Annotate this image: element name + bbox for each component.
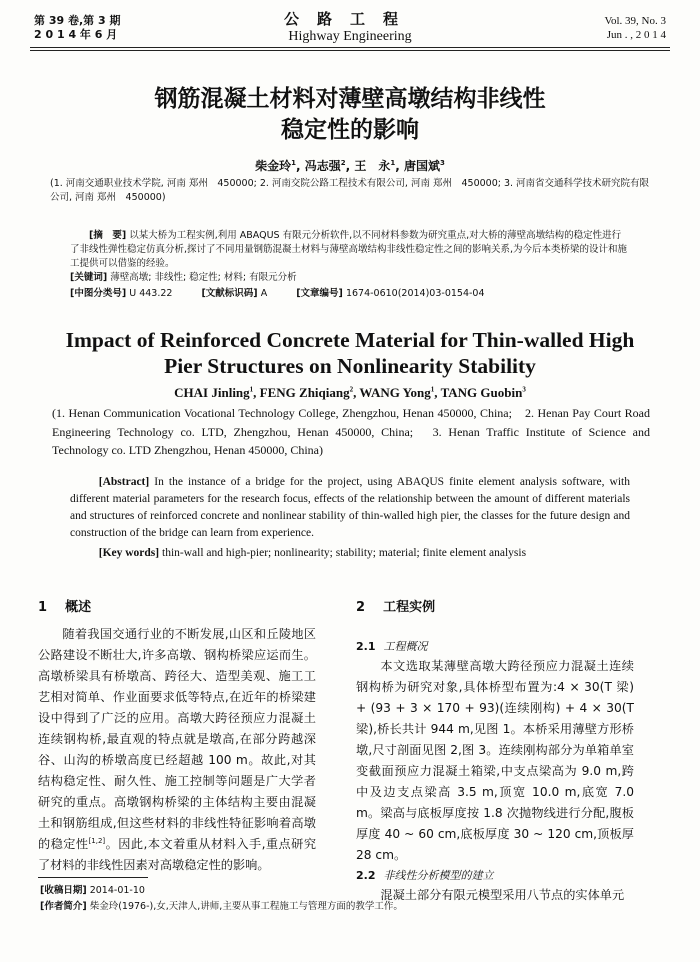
doc-code [201, 288, 267, 299]
header-volume-en [604, 14, 666, 42]
abstract-en-label: [Abstract] [98, 476, 150, 488]
volume-issue-cn: 第 39 卷,第 3 期 [34, 14, 121, 27]
keywords-en [70, 547, 630, 559]
article-no-label: [文章编号] [296, 288, 343, 299]
abstract-cn-text: 以某大桥为工程实例,利用 ABAQUS 有限元分析软件,以不同材料参数为研究重点,对大桥的薄壁高墩结构的稳定性进行了非线性弹性稳定仿真分析,探讨了不同用量钢筋混凝土材料与薄壁高墩结构非线性稳定性之间的影响关系,为今后本类桥梁的设计和施工提供可以借鉴的经验。 [70, 230, 628, 269]
author-affil-sup: 1 [249, 385, 254, 394]
author-cn: 王 永 [354, 159, 391, 173]
doc-code-label: [文献标识码] [201, 288, 258, 299]
subsection-2-2-heading [356, 866, 634, 885]
author-cn: 冯志强 [304, 159, 341, 173]
article-number [296, 288, 484, 299]
affiliations-cn: (1. 河南交通职业技术学院, 河南 郑州 450000; 2. 河南交院公路工程技术有限公司, 河南 郑州 450000; 3. 河南省交通科学技术研究院有限公司, 河南 郑州 450000) [50, 178, 650, 203]
keywords-en-text: thin-wall and high-pier; nonlinearity; stability; material; finite element analysis [162, 547, 527, 559]
author-en: CHAI Jinling [174, 385, 250, 400]
volume-issue-en: Vol. 39, No. 3 [604, 15, 666, 27]
author-affil-sup: 3 [522, 385, 526, 394]
subsection-number: 2.2 [356, 869, 376, 882]
journal-name-cn: 公路工程 [283, 10, 416, 28]
abstract-en [70, 474, 630, 542]
clc-code [70, 288, 172, 299]
section-1-paragraph [38, 624, 316, 876]
doc-code-value: A [260, 288, 268, 299]
received-date: 2014-01-10 [89, 885, 145, 896]
subsection-2-1-paragraph: 本文选取某薄壁高墩大跨径预应力混凝土连续钢构桥为研究对象,具体桥型布置为:4 × 30(T 梁) + (93 + 3 × 170 + 93)(连续刚构) + 4 × 30(T 梁),桥长共计 944 m,见图 1。本桥采用薄壁方形桥墩,尺寸剖面见图 2,图 3。连续刚构部分为单箱单室变截面预应力混凝土箱梁,中支点梁高为 9.0 m,跨中及边支点梁高 3.5 m,顶宽 10.0 m,底宽 7.0 m。梁高与底板厚度按 1.8 次抛物线进行分配,腹板厚度 40 ~ 60 cm,底板厚度 30 ~ 120 cm,顶板厚 28 cm。 [356, 659, 634, 862]
abstract-en-text: In the instance of a bridge for the project, using ABAQUS finite element analysis software, with different material parameters for the research focus, effects of the relationship between the amount of different materials and structures of reinforced concrete and nonlinear stability of thin-walled high pier, the classes for the future design and construction of the bridge can learn from experience. [70, 476, 630, 539]
subsection-title: 非线性分析模型的建立 [383, 869, 494, 882]
footnote-rule [38, 877, 148, 878]
author-affil-sup: 3 [440, 159, 445, 167]
affiliations-en: (1. Henan Communication Vocational Technology College, Zhengzhou, Henan 450000, China; 2. Henan Pay Court Road Engineering Technology co. LTD, Zhengzhou, Henan 450000, China; 3. Henan Traffic Institute of Science and Technology co. LTD Zhengzhou, Henan 450000, China) [52, 406, 650, 457]
keywords-en-label: [Key words] [98, 547, 160, 559]
title-en-line2: Pier Structures on Nonlinearity Stability [164, 354, 536, 378]
date-en: Jun . , 2 0 1 4 [606, 29, 666, 41]
section-1-heading [38, 596, 91, 615]
clc-label: [中图分类号] [70, 288, 127, 299]
journal-name-en: Highway Engineering [288, 29, 412, 44]
classification-line [70, 287, 630, 301]
author-en: WANG Yong [359, 385, 431, 400]
abstract-cn-label: [摘 要] [89, 230, 127, 241]
received-label: [收稿日期] [40, 885, 87, 896]
author-affil-sup: 2 [349, 385, 354, 394]
authors-en: CHAI Jinling$^1$, FENG Zhiqiang$^2$, WANG Yong$^1$, TANG Guobin$^3$ [174, 385, 526, 400]
clc-value: U 443.22 [129, 288, 173, 299]
author-affil-sup: 1 [430, 385, 435, 394]
journal-name [200, 10, 500, 46]
citation: [1,2] [88, 836, 106, 845]
author-cn: 唐国斌 [404, 159, 441, 173]
author-bio: 柴金玲(1976-),女,天津人,讲师,主要从事工程施工与管理方面的教学工作。 [89, 901, 403, 912]
paragraph-text: 。因此,本文着重从材料入手,重点研究了材料的非线性因素对高墩稳定性的影响。 [38, 837, 317, 872]
article-no-value: 1674-0610(2014)03-0154-04 [345, 288, 485, 299]
date-cn: 2 0 1 4 年 6 月 [34, 28, 118, 41]
author-cn: 柴金玲 [255, 159, 292, 173]
body-column-right [356, 637, 634, 906]
authors-cn: 柴金玲$^1$, 冯志强$^2$, 王 永$^1$, 唐国斌$^3$ [255, 159, 445, 173]
header-rule-thick [30, 47, 670, 48]
subsection-2-2-paragraph: 混凝土部分有限元模型采用八节点的实体单元 [380, 888, 625, 902]
title-cn-line2: 稳定性的影响 [281, 117, 419, 143]
subsection-2-1-heading [356, 637, 634, 656]
section-number: 1 [38, 600, 48, 615]
footnote-author [40, 900, 403, 914]
paper-title-en [40, 327, 660, 379]
abstract-cn [70, 229, 630, 271]
paper-title-cn [40, 84, 660, 146]
header-rule-thin [30, 50, 670, 51]
author-en: FENG Zhiqiang [259, 385, 350, 400]
body-column-left [38, 624, 316, 876]
header-volume-cn [34, 14, 120, 42]
keywords-cn [70, 271, 630, 285]
author-affil-sup: 1 [291, 159, 296, 167]
subsection-number: 2.1 [356, 640, 376, 653]
keywords-cn-label: [关键词] [70, 272, 108, 283]
author-en: TANG Guobin [440, 385, 523, 400]
footnote-received [40, 884, 145, 898]
author-affil-sup: 1 [390, 159, 396, 167]
section-title: 工程实例 [383, 600, 436, 615]
keywords-cn-text: 薄壁高墩; 非线性; 稳定性; 材料; 有限元分析 [110, 272, 297, 283]
subsection-title: 工程概况 [383, 640, 428, 653]
author-bio-label: [作者简介] [40, 901, 87, 912]
section-number: 2 [356, 600, 366, 615]
section-2-heading [356, 596, 435, 615]
paragraph-text: 随着我国交通行业的不断发展,山区和丘陵地区公路建设不断壮大,许多高墩、钢构桥梁应运而生。高墩桥梁具有桥墩高、跨径大、造型美观、施工工艺相对简单、作业面要求低等特点,在近年的桥梁建设中得到了广泛的应用。高墩大跨径预应力混凝土连续钢构桥,最直观的特点就是墩高,在部分跨越深谷、山沟的桥墩高度已经超越 100 m。故此,对其结构稳定性、耐久性、施工控制等问题是广大学者研究的重点。高墩钢构桥梁的主体结构主要由混凝土和钢筋组成,但这些材料的非线性特征影响着高墩的稳定性 [38, 627, 316, 851]
title-en-line1: Impact of Reinforced Concrete Material for Thin-walled High [65, 328, 635, 352]
author-affil-sup: 2 [340, 159, 346, 167]
section-title: 概述 [65, 600, 92, 615]
title-cn-line1: 钢筋混凝土材料对薄壁高墩结构非线性 [154, 86, 546, 112]
